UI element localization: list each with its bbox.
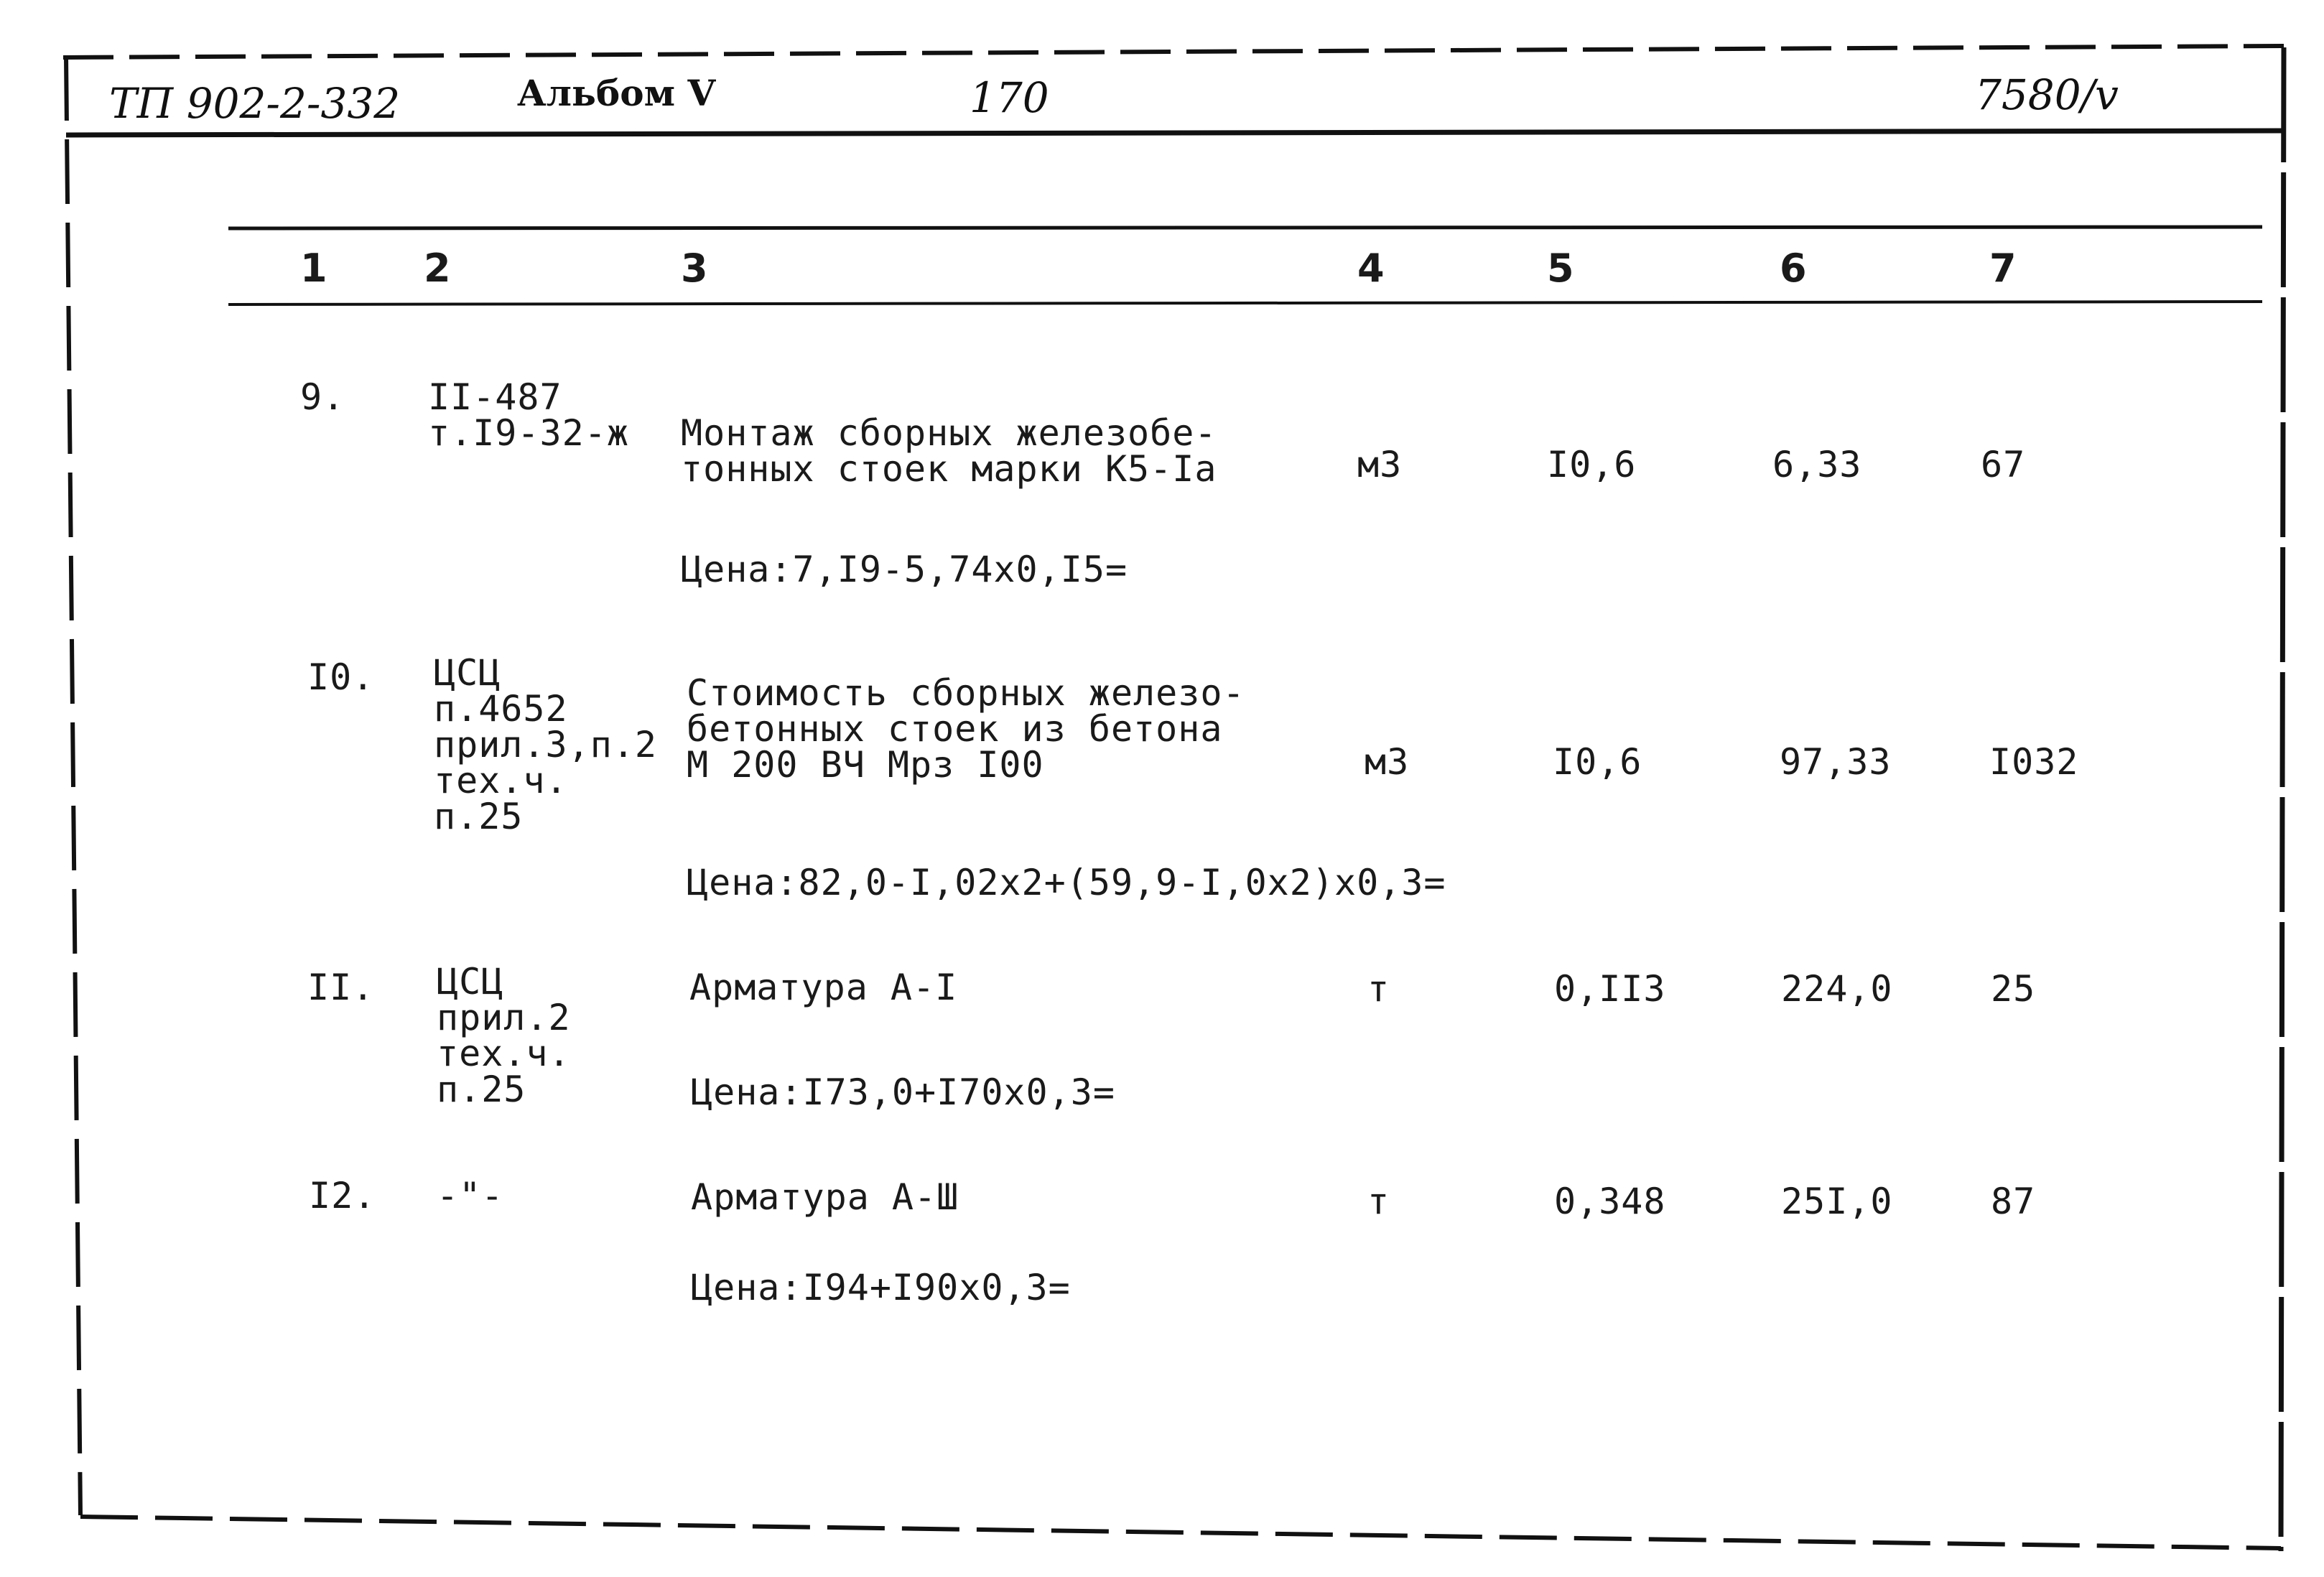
row-quantity: 0,II3 xyxy=(1554,968,1666,1010)
album-label: Альбом V xyxy=(517,72,716,114)
column-number: 3 xyxy=(681,246,708,291)
row-unit: м3 xyxy=(1365,741,1410,783)
row-number: I2. xyxy=(309,1175,376,1217)
row-number: II. xyxy=(307,967,375,1008)
row-unit-price: 97,33 xyxy=(1780,741,1892,783)
row-price-formula: Цена:82,0-I,02х2+(59,9-I,0х2)х0,3= xyxy=(687,862,1446,903)
row-number: I0. xyxy=(307,656,375,698)
row-reference: ЦСЦ прил.2 тех.ч. п.25 xyxy=(437,961,571,1110)
row-unit: т xyxy=(1367,1181,1390,1222)
column-number: 6 xyxy=(1780,246,1807,291)
row-unit-price: 25I,0 xyxy=(1781,1181,1893,1222)
column-number: 7 xyxy=(1989,246,2017,291)
column-number: 2 xyxy=(424,246,451,291)
row-unit-price: 6,33 xyxy=(1772,444,1862,485)
row-price-formula: Цена:7,I9-5,74х0,I5= xyxy=(681,549,1128,590)
row-number: 9. xyxy=(300,376,345,418)
project-code: ТП 902-2-332 xyxy=(109,79,401,128)
row-quantity: 0,348 xyxy=(1554,1181,1666,1222)
row-unit-price: 224,0 xyxy=(1781,968,1893,1010)
row-description: Арматура А-I xyxy=(689,967,958,1008)
column-number: 5 xyxy=(1547,246,1574,291)
page-number: 170 xyxy=(970,73,1049,122)
row-description: Стоимость сборных железо- бетонных стоек из бетона М 200 ВЧ Мрз I00 xyxy=(687,672,1245,786)
row-reference: ЦСЦ п.4652 прил.3,п.2 тех.ч. п.25 xyxy=(434,652,658,837)
row-reference: II-487 т.I9-32-ж xyxy=(428,376,629,454)
row-unit: м3 xyxy=(1357,444,1403,485)
row-quantity: I0,6 xyxy=(1553,741,1642,783)
row-price-formula: Цена:I94+I90х0,3= xyxy=(691,1267,1071,1308)
row-price-formula: Цена:I73,0+I70х0,3= xyxy=(691,1071,1115,1113)
row-description: Арматура А-Ш xyxy=(691,1176,959,1218)
row-reference: -"- xyxy=(437,1175,504,1217)
row-unit: т xyxy=(1367,968,1390,1010)
row-description: Монтаж сборных железобе- тонных стоек марки К5-Iа xyxy=(681,412,1217,490)
row-total: 67 xyxy=(1981,444,2026,485)
column-number: 1 xyxy=(300,246,327,291)
row-quantity: I0,6 xyxy=(1547,444,1637,485)
row-total: 25 xyxy=(1991,968,2036,1010)
sheet-id: 7580/v xyxy=(1975,70,2119,119)
column-number: 4 xyxy=(1357,246,1385,291)
row-total: I032 xyxy=(1989,741,2079,783)
row-total: 87 xyxy=(1991,1181,2036,1222)
